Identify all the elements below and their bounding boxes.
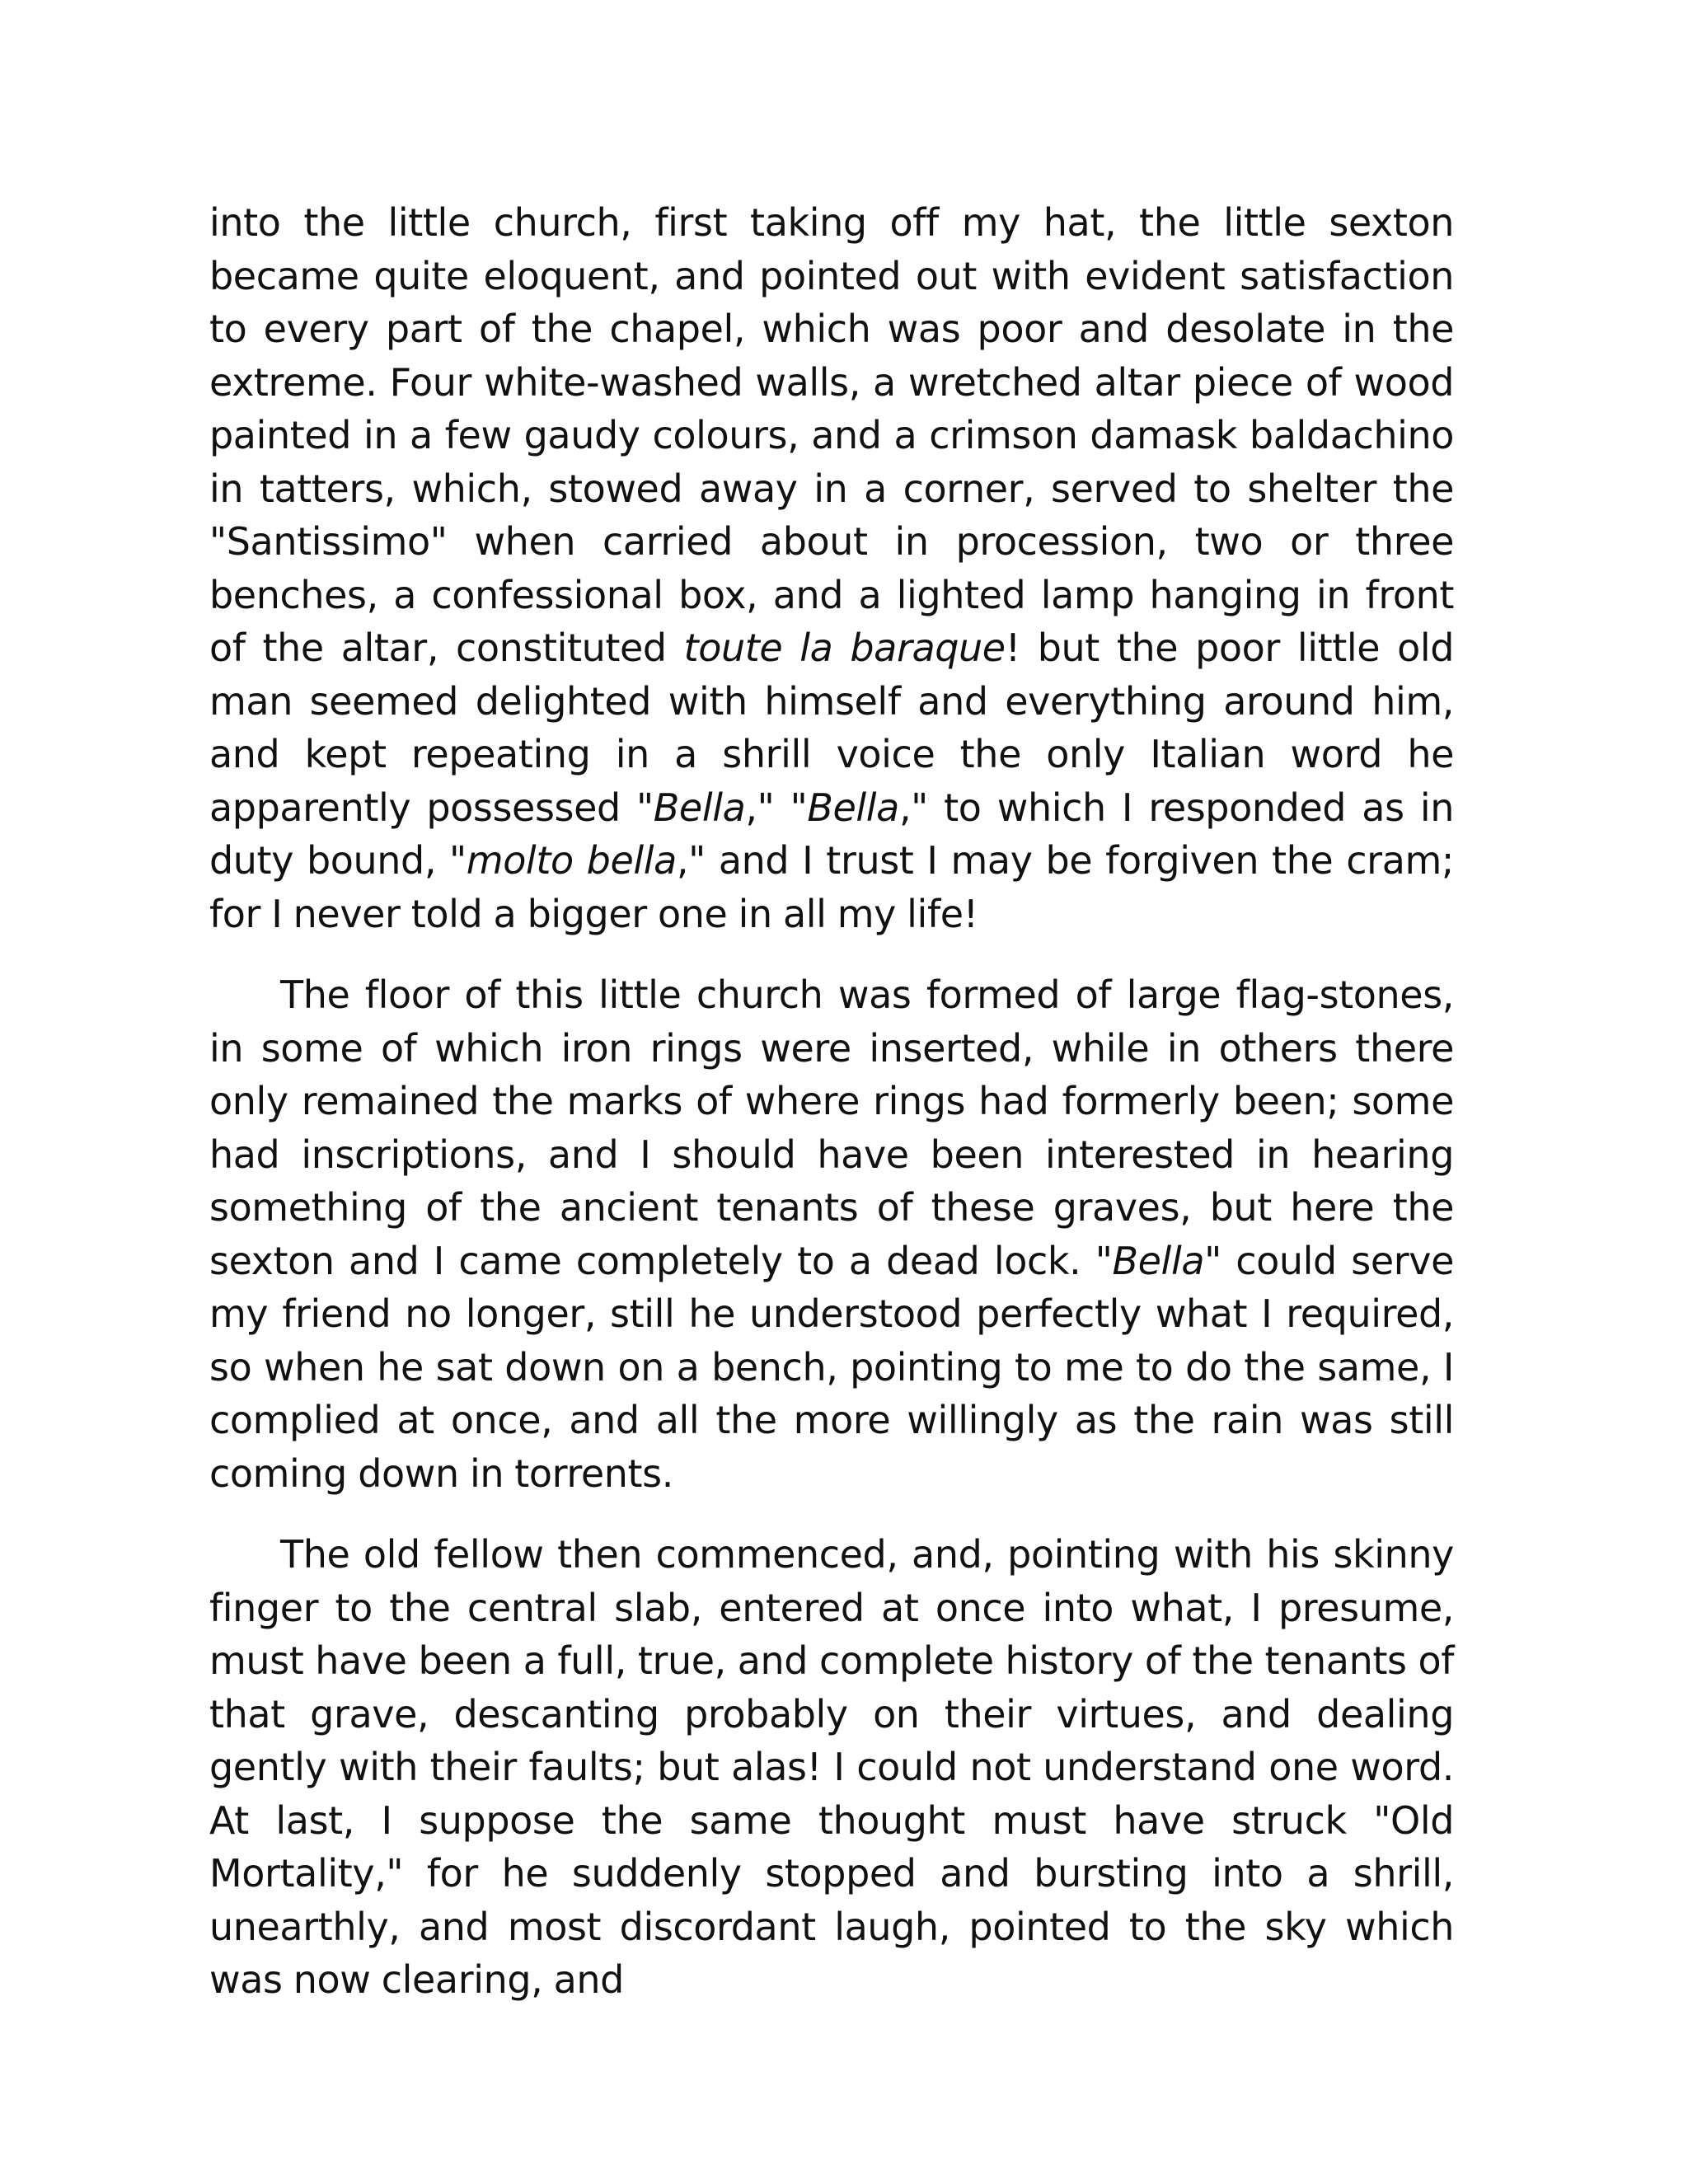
paragraph-2 xyxy=(209,968,1454,1500)
text-segment: into the little church, first taking off my hat, the little sexton became quite eloquent, and pointed out with evident satisfaction to every part of the chapel, which was poor and desolate in the extreme. Four white-washed walls, a wretched altar piece of wood painted in a few gaudy colours, and a crimson damask baldachino in tatters, which, stowed away in a corner, served to shelter the "Santissimo" when carried about in procession, two or three benches, a confessional box, and a lighted lamp hanging in front of the altar, constituted xyxy=(209,200,1454,670)
paragraph-3 xyxy=(209,1528,1454,2007)
italic-phrase: molto bella xyxy=(466,838,677,883)
italic-phrase: toute la baraque xyxy=(683,626,1006,670)
text-segment: The old fellow then commenced, and, pointing with his skinny finger to the central slab, entered at once into what, I presume, must have been a full, true, and complete history of the tenants of that grave, descanting probably on their virtues, and dealing gently with their faults; but alas! I could not understand one word. At last, I suppose the same thought must have struck "Old Mortality," for he suddenly stopped and bursting into a shrill, unearthly, and most discordant laugh, pointed to the sky which was now clearing, and xyxy=(209,1532,1454,2002)
text-segment: ," and I trust I may be forgiven the cram; for I never told a bigger one in all my life! xyxy=(209,838,1454,936)
text-segment: " could serve my friend no longer, still he understood perfectly what I required, so when he sat down on a bench, pointing to me to do the same, I complied at once, and all the more willingly as the rain was still coming down in torrents. xyxy=(209,1238,1454,1496)
page-body xyxy=(209,196,1454,2007)
text-segment: ," to which I responded as in duty bound, " xyxy=(209,785,1454,883)
italic-phrase: Bella xyxy=(807,785,899,830)
italic-phrase: Bella xyxy=(1112,1238,1205,1283)
text-segment: ! but the poor little old man seemed delighted with himself and everything around him, and kept repeating in a shrill voice the only Italian word he apparently possessed " xyxy=(209,626,1454,830)
text-segment: The floor of this little church was formed of large flag-stones, in some of which iron rings were inserted, while in others there only remained the marks of where rings had formerly been; some had inscriptions, and I should have been interested in hearing something of the ancient tenants of these graves, but here the sexton and I came completely to a dead lock. " xyxy=(209,972,1454,1283)
italic-phrase: Bella xyxy=(653,785,746,830)
text-segment: ," " xyxy=(745,785,808,830)
paragraph-1 xyxy=(209,196,1454,940)
